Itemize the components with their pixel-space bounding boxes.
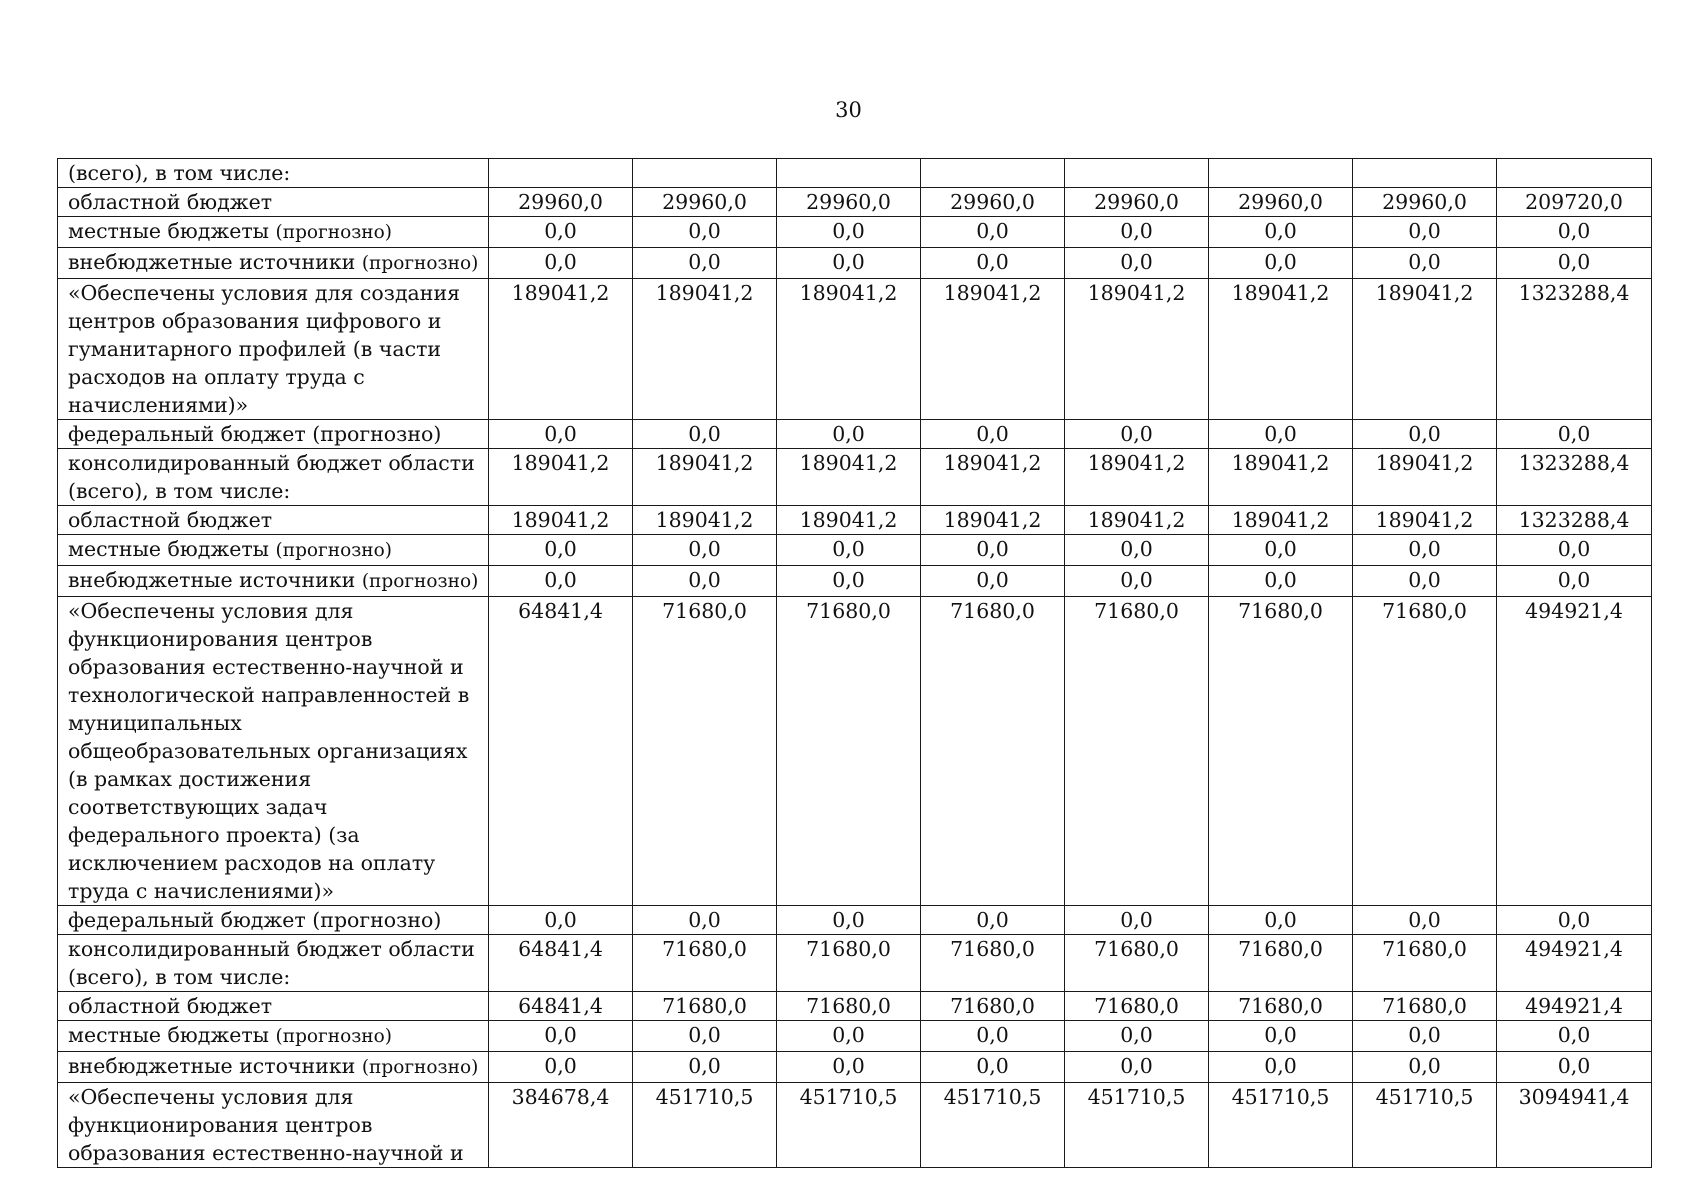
row-label: «Обеспечены условия для функционирования центров образования естественно-научной и технологической направленностей в муниципальных общеобразовательных организациях (в рамках достижения соответствующих задач федерального проекта) (за исключением расходов на оплату труда с начислениями)» xyxy=(68,599,470,903)
table-row xyxy=(58,449,1652,506)
value-cell: 0,0 xyxy=(1065,420,1209,449)
value-cell: 189041,2 xyxy=(1353,506,1497,535)
value-cell: 0,0 xyxy=(777,1021,921,1052)
row-label-cell xyxy=(58,1052,489,1083)
value-cell xyxy=(921,159,1065,188)
value-cell: 71680,0 xyxy=(1065,597,1209,906)
value-cell: 0,0 xyxy=(921,566,1065,597)
budget-table-body xyxy=(58,159,1652,1168)
value-cell: 0,0 xyxy=(489,906,633,935)
value-cell: 0,0 xyxy=(1209,906,1353,935)
row-label-cell xyxy=(58,597,489,906)
value-cell: 209720,0 xyxy=(1497,188,1652,217)
row-note: (прогнозно) xyxy=(361,253,479,274)
value-cell xyxy=(633,159,777,188)
value-cell: 0,0 xyxy=(1497,420,1652,449)
value-cell: 0,0 xyxy=(1065,906,1209,935)
value-cell: 0,0 xyxy=(1353,535,1497,566)
row-label: местные бюджеты xyxy=(68,537,269,561)
value-cell: 0,0 xyxy=(1065,566,1209,597)
value-cell xyxy=(489,159,633,188)
value-cell: 71680,0 xyxy=(921,992,1065,1021)
table-row xyxy=(58,248,1652,279)
row-label-cell xyxy=(58,449,489,506)
value-cell: 0,0 xyxy=(921,535,1065,566)
row-note: (прогнозно) xyxy=(361,571,479,592)
row-label-cell xyxy=(58,1083,489,1168)
value-cell: 494921,4 xyxy=(1497,597,1652,906)
value-cell: 71680,0 xyxy=(1209,597,1353,906)
value-cell: 451710,5 xyxy=(1353,1083,1497,1168)
value-cell: 0,0 xyxy=(1353,566,1497,597)
value-cell: 0,0 xyxy=(921,248,1065,279)
value-cell: 0,0 xyxy=(489,1052,633,1083)
row-label-cell xyxy=(58,1021,489,1052)
value-cell: 0,0 xyxy=(1497,248,1652,279)
row-label: консолидированный бюджет области (всего), в том числе: xyxy=(68,451,475,503)
table-row xyxy=(58,1052,1652,1083)
budget-table xyxy=(57,158,1652,1168)
row-label: областной бюджет xyxy=(68,994,273,1018)
value-cell: 0,0 xyxy=(777,1052,921,1083)
table-row xyxy=(58,935,1652,992)
value-cell xyxy=(1065,159,1209,188)
table-row xyxy=(58,1021,1652,1052)
value-cell: 0,0 xyxy=(921,906,1065,935)
value-cell: 64841,4 xyxy=(489,992,633,1021)
row-label: «Обеспечены условия для создания центров образования цифрового и гуманитарного профилей (в части расходов на оплату труда с начислениями)» xyxy=(68,281,461,417)
value-cell: 189041,2 xyxy=(633,449,777,506)
value-cell: 189041,2 xyxy=(1353,449,1497,506)
value-cell: 0,0 xyxy=(489,248,633,279)
value-cell: 0,0 xyxy=(1209,1021,1353,1052)
value-cell: 189041,2 xyxy=(921,449,1065,506)
row-label-cell xyxy=(58,906,489,935)
row-label: внебюджетные источники xyxy=(68,568,356,592)
value-cell: 0,0 xyxy=(633,248,777,279)
value-cell: 189041,2 xyxy=(777,279,921,420)
value-cell: 71680,0 xyxy=(921,935,1065,992)
value-cell: 71680,0 xyxy=(633,597,777,906)
value-cell: 0,0 xyxy=(1065,1052,1209,1083)
value-cell: 0,0 xyxy=(489,535,633,566)
value-cell: 0,0 xyxy=(633,566,777,597)
value-cell: 71680,0 xyxy=(1353,935,1497,992)
value-cell: 71680,0 xyxy=(921,597,1065,906)
table-row xyxy=(58,535,1652,566)
value-cell: 0,0 xyxy=(489,566,633,597)
page-number: 30 xyxy=(835,98,862,122)
row-label: областной бюджет xyxy=(68,190,273,214)
value-cell: 71680,0 xyxy=(633,992,777,1021)
value-cell: 0,0 xyxy=(1497,535,1652,566)
value-cell: 1323288,4 xyxy=(1497,506,1652,535)
value-cell: 0,0 xyxy=(1353,1052,1497,1083)
value-cell: 494921,4 xyxy=(1497,935,1652,992)
value-cell: 189041,2 xyxy=(1065,506,1209,535)
row-label: (всего), в том числе: xyxy=(68,161,291,185)
row-label: внебюджетные источники xyxy=(68,1054,356,1078)
value-cell: 71680,0 xyxy=(1209,935,1353,992)
value-cell: 29960,0 xyxy=(777,188,921,217)
value-cell: 189041,2 xyxy=(489,506,633,535)
table-row xyxy=(58,1083,1652,1168)
value-cell: 0,0 xyxy=(921,1052,1065,1083)
table-row xyxy=(58,217,1652,248)
value-cell: 64841,4 xyxy=(489,935,633,992)
row-label-cell xyxy=(58,159,489,188)
value-cell: 189041,2 xyxy=(777,449,921,506)
value-cell: 0,0 xyxy=(1497,566,1652,597)
row-note: (прогнозно) xyxy=(361,1057,479,1078)
table-row xyxy=(58,159,1652,188)
row-note: (прогнозно) xyxy=(275,222,392,243)
value-cell: 189041,2 xyxy=(633,279,777,420)
value-cell: 0,0 xyxy=(1497,217,1652,248)
value-cell: 0,0 xyxy=(633,535,777,566)
row-label: внебюджетные источники xyxy=(68,250,356,274)
value-cell: 384678,4 xyxy=(489,1083,633,1168)
value-cell: 71680,0 xyxy=(1065,935,1209,992)
value-cell xyxy=(1209,159,1353,188)
value-cell: 0,0 xyxy=(1065,535,1209,566)
value-cell: 71680,0 xyxy=(1065,992,1209,1021)
value-cell: 1323288,4 xyxy=(1497,279,1652,420)
value-cell: 0,0 xyxy=(1065,217,1209,248)
value-cell: 0,0 xyxy=(1209,248,1353,279)
value-cell: 29960,0 xyxy=(1065,188,1209,217)
table-row xyxy=(58,906,1652,935)
value-cell: 0,0 xyxy=(1353,906,1497,935)
value-cell: 0,0 xyxy=(777,420,921,449)
row-label-cell xyxy=(58,535,489,566)
row-label: консолидированный бюджет области (всего), в том числе: xyxy=(68,937,475,989)
table-row xyxy=(58,420,1652,449)
value-cell: 451710,5 xyxy=(1209,1083,1353,1168)
value-cell: 71680,0 xyxy=(1209,992,1353,1021)
value-cell: 189041,2 xyxy=(489,279,633,420)
value-cell: 189041,2 xyxy=(633,506,777,535)
row-label-cell xyxy=(58,506,489,535)
value-cell: 0,0 xyxy=(1209,420,1353,449)
value-cell: 29960,0 xyxy=(921,188,1065,217)
row-label-cell xyxy=(58,248,489,279)
value-cell: 64841,4 xyxy=(489,597,633,906)
value-cell: 451710,5 xyxy=(921,1083,1065,1168)
value-cell: 189041,2 xyxy=(777,506,921,535)
value-cell: 451710,5 xyxy=(633,1083,777,1168)
value-cell: 0,0 xyxy=(1209,566,1353,597)
value-cell: 0,0 xyxy=(1209,217,1353,248)
value-cell: 189041,2 xyxy=(1065,449,1209,506)
value-cell xyxy=(1353,159,1497,188)
value-cell: 71680,0 xyxy=(777,935,921,992)
value-cell: 0,0 xyxy=(633,1052,777,1083)
table-row xyxy=(58,188,1652,217)
row-label: «Обеспечены условия для функционирования центров образования естественно-научной и xyxy=(68,1085,464,1165)
value-cell: 0,0 xyxy=(1497,1021,1652,1052)
row-label-cell xyxy=(58,188,489,217)
row-label-cell xyxy=(58,420,489,449)
value-cell: 189041,2 xyxy=(921,279,1065,420)
value-cell: 0,0 xyxy=(1353,420,1497,449)
value-cell: 0,0 xyxy=(633,906,777,935)
value-cell: 494921,4 xyxy=(1497,992,1652,1021)
value-cell: 0,0 xyxy=(777,906,921,935)
value-cell: 451710,5 xyxy=(777,1083,921,1168)
row-label: областной бюджет xyxy=(68,508,273,532)
value-cell: 0,0 xyxy=(1353,248,1497,279)
value-cell: 0,0 xyxy=(777,248,921,279)
value-cell: 0,0 xyxy=(1497,1052,1652,1083)
value-cell: 71680,0 xyxy=(777,597,921,906)
value-cell: 0,0 xyxy=(1209,1052,1353,1083)
value-cell xyxy=(777,159,921,188)
value-cell: 0,0 xyxy=(633,420,777,449)
value-cell: 189041,2 xyxy=(1065,279,1209,420)
value-cell: 189041,2 xyxy=(1353,279,1497,420)
row-label: местные бюджеты xyxy=(68,219,269,243)
table-row xyxy=(58,506,1652,535)
value-cell: 0,0 xyxy=(1353,1021,1497,1052)
value-cell: 29960,0 xyxy=(1209,188,1353,217)
row-label-cell xyxy=(58,566,489,597)
value-cell: 0,0 xyxy=(489,420,633,449)
value-cell xyxy=(1497,159,1652,188)
value-cell: 29960,0 xyxy=(489,188,633,217)
value-cell: 0,0 xyxy=(1065,248,1209,279)
table-row xyxy=(58,279,1652,420)
value-cell: 189041,2 xyxy=(1209,506,1353,535)
value-cell: 29960,0 xyxy=(1353,188,1497,217)
table-row xyxy=(58,992,1652,1021)
value-cell: 0,0 xyxy=(1065,1021,1209,1052)
value-cell: 71680,0 xyxy=(633,935,777,992)
value-cell: 189041,2 xyxy=(1209,449,1353,506)
row-label: местные бюджеты xyxy=(68,1023,269,1047)
row-label-cell xyxy=(58,935,489,992)
value-cell: 0,0 xyxy=(489,1021,633,1052)
value-cell: 451710,5 xyxy=(1065,1083,1209,1168)
table-row xyxy=(58,597,1652,906)
value-cell: 189041,2 xyxy=(1209,279,1353,420)
value-cell: 0,0 xyxy=(921,1021,1065,1052)
row-label-cell xyxy=(58,279,489,420)
value-cell: 0,0 xyxy=(633,217,777,248)
value-cell: 71680,0 xyxy=(1353,597,1497,906)
value-cell: 0,0 xyxy=(921,420,1065,449)
value-cell: 0,0 xyxy=(1353,217,1497,248)
value-cell: 0,0 xyxy=(1497,906,1652,935)
value-cell: 0,0 xyxy=(633,1021,777,1052)
table-row xyxy=(58,566,1652,597)
value-cell: 189041,2 xyxy=(921,506,1065,535)
value-cell: 0,0 xyxy=(921,217,1065,248)
row-label-cell xyxy=(58,217,489,248)
row-label: федеральный бюджет (прогнозно) xyxy=(68,422,442,446)
value-cell: 1323288,4 xyxy=(1497,449,1652,506)
value-cell: 3094941,4 xyxy=(1497,1083,1652,1168)
value-cell: 0,0 xyxy=(777,535,921,566)
value-cell: 0,0 xyxy=(777,566,921,597)
value-cell: 71680,0 xyxy=(777,992,921,1021)
value-cell: 0,0 xyxy=(777,217,921,248)
value-cell: 189041,2 xyxy=(489,449,633,506)
value-cell: 0,0 xyxy=(489,217,633,248)
value-cell: 0,0 xyxy=(1209,535,1353,566)
row-label: федеральный бюджет (прогнозно) xyxy=(68,908,442,932)
row-label-cell xyxy=(58,992,489,1021)
row-note: (прогнозно) xyxy=(275,1026,392,1047)
row-note: (прогнозно) xyxy=(275,540,392,561)
value-cell: 71680,0 xyxy=(1353,992,1497,1021)
value-cell: 29960,0 xyxy=(633,188,777,217)
